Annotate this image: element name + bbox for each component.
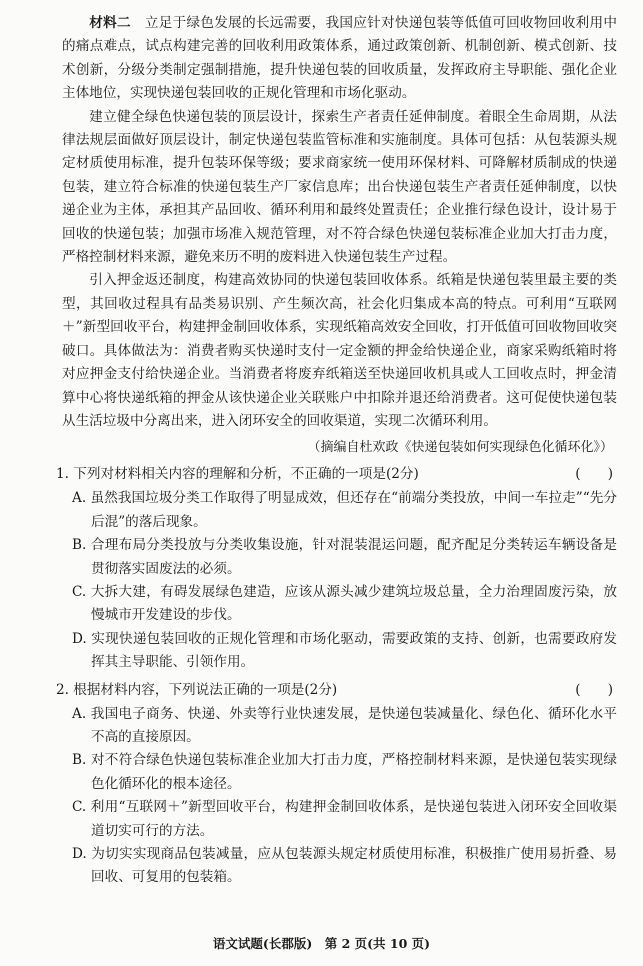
material-paragraph-1 <box>62 12 617 106</box>
question-2-option-a: A. 我国电子商务、快递、外卖等行业快速发展，是快递包装减量化、绿色化、循环化水平不高的直接原因。 <box>72 705 617 745</box>
page-footer: 语文试题(长郡版) 第 2 页(共 10 页) <box>212 936 431 951</box>
question-2-stem <box>56 677 617 703</box>
question-1-option-c: C. 大拆大建，有碍发展绿色建造，应该从源头减少建筑垃圾总量，全力治理固废污染，放慢城市开发建设的步伐。 <box>72 583 617 624</box>
question-2-stem-text: 2. 根据材料内容，下列说法正确的一项是(2分) <box>56 681 338 698</box>
question-1-stem-text: 1. 下列对材料相关内容的理解和分析，不正确的一项是(2分) <box>56 466 419 483</box>
question-2-option-c: C. 利用“互联网＋”新型回收平台，构建押金制回收体系，是快递包装进入闭环安全回收渠道切实可行的方法。 <box>72 799 617 839</box>
material-label: 材料二 <box>89 15 131 31</box>
material-paragraph-3: 引入押金返还制度，构建高效协同的快递包装回收体系。纸箱是快递包装里最主要的类型，其回收过程具有品类易识别、产生频次高，社会化归集成本高的特点。可利用“互联网＋”新型回收平台，构建押金制回收体系，实现纸箱高效安全回收，打开低值可回收物回收突破口。具体做法为：消费者购买快递时支付一定金额的押金给快递企业，商家采购纸箱时将对应押金支付给快递企业。当消费者将废弃纸箱送至快递回收机具或人工回收点时，押金清算中心将快递纸箱的押金从该快递企业关联账户中扣除并退还给消费者。这可促使快递包装从生活垃圾中分离出来，进入闭环安全的回收渠道，实现二次循环利用。 <box>62 272 617 429</box>
question-1-option-b: B. 合理布局分类投放与分类收集设施，针对混装混运问题，配齐配足分类转运车辆设备是贯彻落实固废法的必须。 <box>72 537 617 577</box>
question-2-option-b: B. 对不符合绿色快递包装标准企业加大打击力度，严格控制材料来源，是快递包装实现绿色化循环化的根本途径。 <box>72 752 617 792</box>
question-2 <box>56 677 617 890</box>
question-1 <box>56 461 617 674</box>
material-paragraph-1-text: 立足于绿色发展的长远需要，我国应针对快递包装等低值可回收物回收利用中的痛点难点，试点构建完善的回收利用政策体系，通过政策创新、机制创新、模式创新、技术创新，分级分类制定强制措施，提升快递包装的回收质量，发挥政府主导职能、强化企业主体地位，实现快递包装回收的正规化管理和市场化驱动。 <box>62 15 618 102</box>
question-2-option-d: D. 为切实实现商品包装减量，应从包装源头规定材质使用标准，积极推广使用易折叠、易回收、可复用的包装箱。 <box>72 846 617 886</box>
question-1-answer-slot[interactable]: ( ) <box>575 466 613 483</box>
question-1-option-d: D. 实现快递包装回收的正规化管理和市场化驱动，需要政策的支持、创新，也需要政府发挥其主导职能、引领作用。 <box>72 630 617 671</box>
material-source: （摘编自杜欢政《快递包装如何实现绿色化循环化》） <box>307 440 613 456</box>
material-paragraph-2: 建立健全绿色快递包装的顶层设计，探索生产者责任延伸制度。着眼全生命周期，从法律法规层面做好顶层设计，制定快递包装监管标准和实施制度。具体可包括：从包装源头规定材质使用标准，提升包装环保等级；要求商家统一使用环保材料、可降解材质制成的快递包装，建立符合标准的快递包装生产厂家信息库；出台快递包装生产者责任延伸制度，以快递企业为主体，承担其产品回收、循环利用和最终处置责任；企业推行绿色设计，设计易于回收的快递包装；加强市场准入规范管理，对不符合绿色快递包装标准企业加大打击力度，严格控制材料来源，避免来历不明的废料进入快递包装生产过程。 <box>62 108 617 266</box>
question-2-answer-slot[interactable]: ( ) <box>575 681 613 698</box>
question-1-stem <box>56 461 617 487</box>
question-1-option-a: A. 虽然我国垃圾分类工作取得了明显成效，但还存在“前端分类投放，中间一车拉走”“先分后混”的落后现象。 <box>72 490 617 530</box>
